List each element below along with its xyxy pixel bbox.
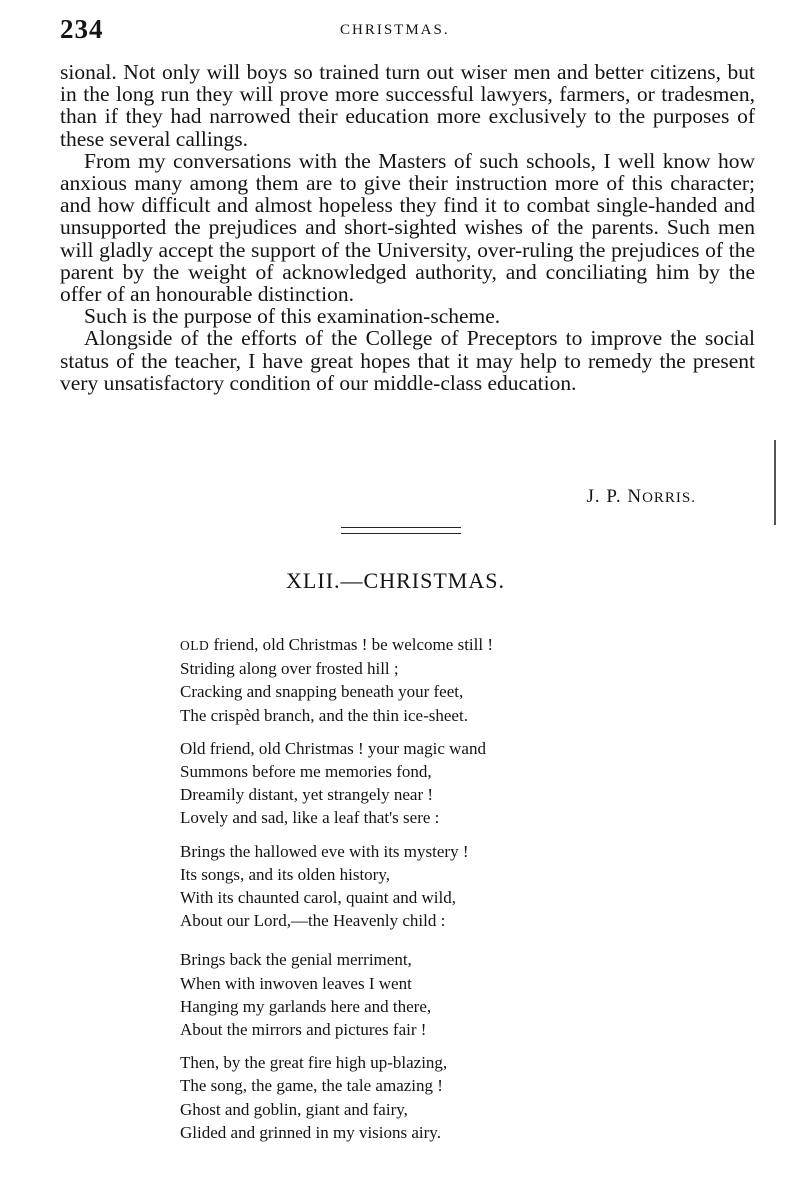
prose-section: [60, 61, 755, 394]
section-divider-top: [341, 527, 461, 528]
verse-line: Old friend, old Christmas ! your magic wand: [180, 738, 486, 758]
signature-initials: J. P.: [586, 486, 622, 507]
verse-line: Its songs, and its olden history,: [180, 864, 390, 884]
page-edge-mark: [774, 440, 776, 525]
running-title: CHRISTMAS.: [340, 22, 450, 38]
stanza: [180, 840, 620, 933]
verse-line: Glided and grinned in my visions airy.: [180, 1122, 441, 1142]
signature-surname-rest: ORRIS.: [642, 490, 696, 506]
chapter-title: XLII.—CHRISTMAS.: [286, 568, 505, 593]
verse-line: About the mirrors and pictures fair !: [180, 1020, 427, 1040]
verse-line: Lovely and sad, like a leaf that's sere :: [180, 808, 440, 828]
stanza: [180, 1051, 620, 1144]
stanza: [180, 948, 620, 1041]
prose-paragraph: Such is the purpose of this examination-scheme.: [84, 304, 501, 329]
prose-paragraph: From my conversations with the Masters of such schools, I well know how anxious many among them are to give their instruction more of this character; and how difficult and almost hopeless they find it to combat single-handed and unsupported the prejudices and short-sighted wishes of the parents. Such men will gladly accept the support of the University, over-ruling the prejudices of the parent by the weight of acknowledged authority, and conciliating him by the offer of an honourable distinction.: [60, 148, 755, 307]
verse-line: Ghost and goblin, giant and fairy,: [180, 1099, 408, 1119]
stanza: [180, 737, 620, 830]
stanza: [180, 633, 620, 727]
verse-line: Brings the hallowed eve with its mystery !: [180, 841, 469, 861]
verse-line: Hanging my garlands here and there,: [180, 996, 432, 1016]
opening-word: OLD: [180, 638, 210, 653]
prose-paragraph: sional. Not only will boys so trained turn out wiser men and better citizens, but in the long run they will prove more successful lawyers, farmers, or tradesmen, than if they had narrowed their education more exclusively to the purposes of these several callings.: [60, 60, 755, 151]
verse-line: The crispèd branch, and the thin ice-sheet.: [180, 705, 468, 725]
verse-line: Brings back the genial merriment,: [180, 950, 412, 970]
verse-line: OLD friend, old Christmas ! be welcome still !: [180, 635, 493, 654]
verse-line: The song, the game, the tale amazing !: [180, 1076, 443, 1096]
verse-line: Cracking and snapping beneath your feet,: [180, 682, 464, 702]
verse-line: Striding along over frosted hill ;: [180, 659, 399, 679]
signature-surname-initial: N: [627, 486, 643, 507]
verse-line: With its chaunted carol, quaint and wild,: [180, 888, 456, 908]
page-number: 234: [60, 14, 104, 44]
author-signature: [586, 486, 696, 508]
verse-line: Then, by the great fire high up-blazing,: [180, 1053, 448, 1073]
verse-line: About our Lord,—the Heavenly child :: [180, 911, 446, 931]
poem: [180, 633, 620, 1154]
verse-line: Dreamily distant, yet strangely near !: [180, 785, 434, 805]
section-divider-bottom: [341, 533, 461, 534]
prose-paragraph: Alongside of the efforts of the College of Preceptors to improve the social status of the teacher, I have great hopes that it may help to remedy the present very unsatisfactory condition of our middle-class education.: [60, 326, 755, 395]
verse-line: When with inwoven leaves I went: [180, 973, 412, 993]
verse-line: Summons before me memories fond,: [180, 762, 432, 782]
